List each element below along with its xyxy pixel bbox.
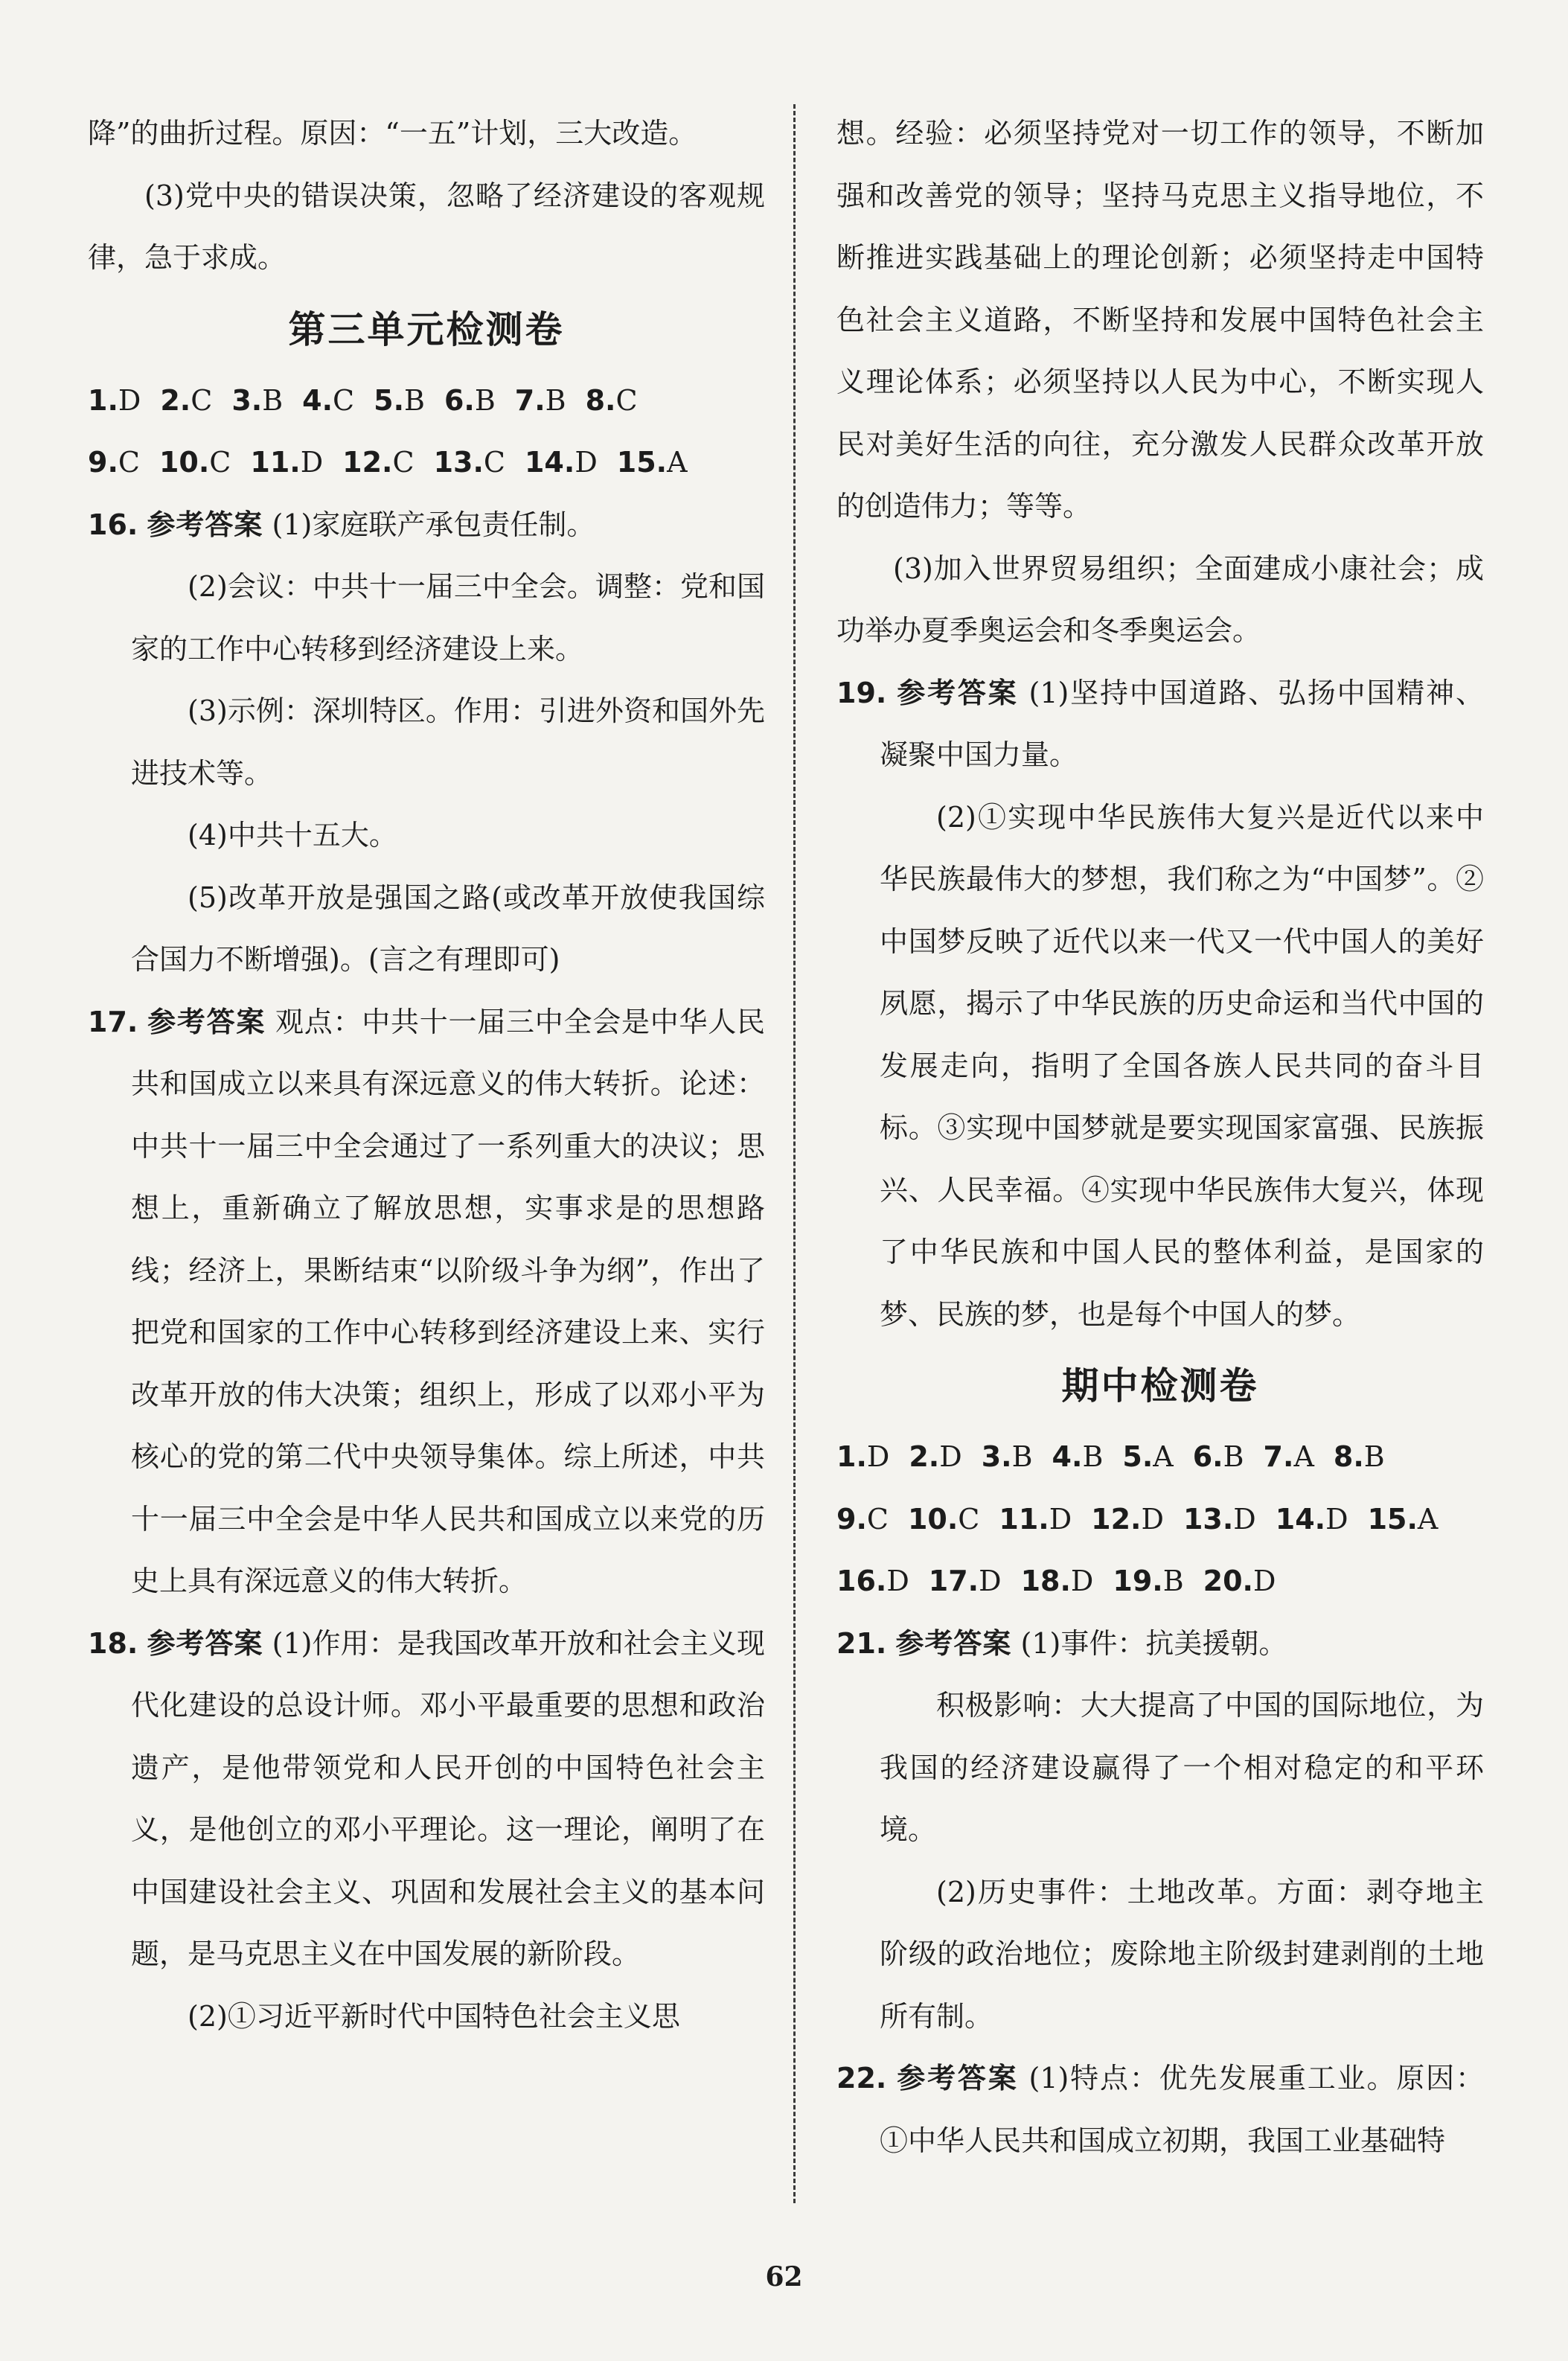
mc-answer-letter: B — [262, 383, 284, 417]
mc-question-number: 18. — [1020, 1565, 1071, 1597]
answer-paragraph: (4)中共十五大。 — [188, 819, 397, 852]
mc-question-number: 5. — [374, 383, 405, 417]
mc-answer — [1091, 1489, 1164, 1551]
mc-question-number: 8. — [1333, 1440, 1364, 1473]
mc-answer-letter: D — [1233, 1502, 1256, 1536]
mc-answers-row — [88, 432, 765, 494]
mc-question-number: 2. — [909, 1440, 940, 1473]
answer-paragraph: (2)会议：中共十一届三中全会。调整：党和国家的工作中心转移到经济建设上来。 — [131, 570, 765, 665]
mc-answer-letter: D — [1325, 1502, 1348, 1536]
mc-answer-letter: D — [1070, 1565, 1094, 1597]
mc-question-number: 12. — [342, 446, 393, 479]
mc-question-number: 10. — [907, 1502, 959, 1536]
answer-paragraph: (2)历史事件：土地改革。方面：剥夺地主阶级的政治地位；废除地主阶级封建剥削的土地所有制。 — [880, 1875, 1484, 2033]
mc-question-number: 11. — [250, 446, 301, 479]
mc-question-number: 13. — [433, 446, 484, 479]
mc-answer-letter: C — [483, 446, 505, 479]
mc-answer — [836, 1426, 889, 1489]
mc-question-number: 19. — [1113, 1565, 1163, 1597]
mc-answer-letter: D — [1049, 1502, 1072, 1536]
mc-answer-letter: C — [615, 383, 638, 417]
question-19 — [836, 662, 1484, 787]
mc-answer-letter: D — [1252, 1565, 1276, 1597]
mc-answer — [982, 1426, 1033, 1489]
question-number: 19. — [836, 676, 887, 709]
answer-paragraph: (3)加入世界贸易组织；全面建成小康社会；成功举办夏季奥运会和冬季奥运会。 — [836, 552, 1484, 647]
mc-question-number: 9. — [836, 1502, 867, 1536]
mc-answer-letter: B — [1082, 1440, 1104, 1473]
mc-answer — [1203, 1550, 1276, 1613]
answer-text: (1)坚持中国道路、弘扬中国精神、凝聚中国力量。 — [880, 676, 1484, 771]
mc-question-number: 7. — [1263, 1440, 1294, 1473]
mc-answer — [1122, 1426, 1173, 1489]
mc-answer — [1183, 1489, 1256, 1551]
mc-answer-letter: D — [866, 1440, 890, 1473]
mc-answer-letter: B — [1223, 1440, 1244, 1473]
mc-answers-row — [88, 370, 765, 432]
mc-answer — [999, 1489, 1072, 1551]
question-18 — [88, 1613, 765, 1986]
answer-text: 观点：中共十一届三中全会是中华人民共和国成立以来具有深远意义的伟大转折。论述：中共十一届三中全会通过了一系列重大的决议；思想上，重新确立了解放思想，实事求是的思想路线；经济上，果断结束“以阶级斗争为纲”，作出了把党和国家的工作中心转移到经济建设上来、实行改革开放的伟大决策；组织上，形成了以邓小平为核心的党的第二代中央领导集体。综上所述，中共十一届三中全会是中华人民共和国成立以来党的历史上具有深远意义的伟大转折。 — [131, 1005, 765, 1597]
mc-answer-letter: A — [1153, 1440, 1174, 1473]
mc-answer-letter: D — [1141, 1502, 1164, 1536]
mc-answer — [302, 370, 354, 432]
mc-question-number: 15. — [616, 446, 668, 479]
mc-answer-letter: C — [333, 383, 355, 417]
mc-answer-letter: B — [474, 383, 496, 417]
answer-heading: 参考答案 — [147, 1626, 263, 1660]
question-17 — [88, 991, 765, 1613]
mc-answer — [159, 432, 231, 494]
mc-answer — [160, 370, 212, 432]
mc-answer — [836, 1550, 909, 1613]
mc-question-number: 7. — [514, 383, 545, 417]
answer-paragraph: (2)①习近平新时代中国特色社会主义思 — [188, 1999, 680, 2033]
mc-answer-letter: C — [209, 446, 231, 479]
mc-question-number: 11. — [999, 1502, 1049, 1536]
mc-question-number: 13. — [1183, 1502, 1234, 1536]
question-number: 17. — [88, 1005, 138, 1038]
answer-paragraph: (5)改革开放是强国之路(或改革开放使我国综合国力不断增强)。(言之有理即可) — [131, 881, 765, 976]
mc-question-number: 2. — [160, 383, 191, 417]
mc-question-number: 9. — [88, 446, 118, 479]
mc-question-number: 12. — [1091, 1502, 1142, 1536]
mc-answer — [1113, 1550, 1183, 1613]
mc-answer-letter: A — [1293, 1440, 1314, 1473]
answer-heading: 参考答案 — [147, 508, 263, 541]
question-21 — [836, 1613, 1484, 1675]
mc-question-number: 15. — [1367, 1502, 1418, 1536]
answer-heading: 参考答案 — [897, 2062, 1019, 2095]
mc-answer — [88, 370, 141, 432]
mc-question-number: 6. — [444, 383, 475, 417]
mc-question-number: 1. — [836, 1440, 867, 1473]
question-number: 21. — [836, 1626, 887, 1660]
section-title-unit3: 第三单元检测卷 — [288, 307, 565, 351]
mc-answers-row — [836, 1426, 1484, 1489]
mc-answer — [434, 432, 505, 494]
answer-paragraph: (3)示例：深圳特区。作用：引进外资和国外先进技术等。 — [131, 694, 765, 790]
mc-question-number: 6. — [1192, 1440, 1223, 1473]
mc-answer — [231, 370, 283, 432]
mc-answer — [1021, 1550, 1094, 1613]
mc-answers-row — [836, 1550, 1484, 1613]
question-22 — [836, 2048, 1484, 2172]
mc-question-number: 1. — [88, 383, 118, 417]
mc-answer — [342, 432, 414, 494]
mc-answers-row — [836, 1489, 1484, 1551]
section-title-midterm: 期中检测卷 — [1061, 1364, 1259, 1408]
mc-answer-letter: B — [1363, 1440, 1385, 1473]
mc-answer-letter: C — [958, 1502, 980, 1536]
mc-question-number: 14. — [524, 446, 575, 479]
mc-answer — [525, 432, 598, 494]
mc-question-number: 17. — [928, 1565, 979, 1597]
mc-answer — [250, 432, 323, 494]
answer-text: (1)事件：抗美援朝。 — [1020, 1626, 1287, 1660]
mc-answer — [1193, 1426, 1244, 1489]
mc-answer — [617, 432, 688, 494]
mc-question-number: 20. — [1203, 1565, 1253, 1597]
question-number: 22. — [836, 2062, 887, 2095]
answer-text: (1)家庭联产承包责任制。 — [272, 508, 595, 541]
mc-answer — [909, 1426, 961, 1489]
mc-answer-letter: D — [300, 446, 324, 479]
mc-answer — [1264, 1426, 1314, 1489]
mc-answer — [88, 432, 140, 494]
answer-paragraph: 积极影响：大大提高了中国的国际地位，为我国的经济建设赢得了一个相对稳定的和平环境。 — [880, 1689, 1484, 1846]
mc-answer-letter: A — [1417, 1502, 1439, 1536]
mc-answer-letter: D — [118, 383, 141, 417]
mc-question-number: 4. — [302, 383, 333, 417]
mc-answer-letter: D — [939, 1440, 962, 1473]
mc-question-number: 3. — [231, 383, 263, 417]
mc-question-number: 3. — [981, 1440, 1012, 1473]
mc-answer — [1334, 1426, 1385, 1489]
answer-heading: 参考答案 — [147, 1005, 266, 1038]
mc-answer — [1276, 1489, 1348, 1551]
mc-answer — [1052, 1426, 1104, 1489]
mc-answer-letter: C — [118, 446, 140, 479]
mc-answer-letter: B — [545, 383, 566, 417]
mc-question-number: 4. — [1052, 1440, 1083, 1473]
mc-answer-letter: C — [191, 383, 213, 417]
mc-answer — [586, 370, 638, 432]
question-number: 18. — [88, 1626, 138, 1660]
answer-paragraph: (3)党中央的错误决策，忽略了经济建设的客观规律，急于求成。 — [88, 179, 765, 274]
mc-answer-letter: C — [392, 446, 415, 479]
answer-heading: 参考答案 — [897, 676, 1019, 709]
mc-question-number: 8. — [585, 383, 616, 417]
mc-answer-letter: B — [1011, 1440, 1033, 1473]
mc-question-number: 16. — [836, 1565, 887, 1597]
mc-answer — [929, 1550, 1002, 1613]
mc-answer-letter: A — [667, 446, 688, 479]
mc-question-number: 5. — [1122, 1440, 1153, 1473]
question-16 — [88, 494, 765, 557]
mc-answer-letter: C — [866, 1502, 889, 1536]
right-column — [836, 103, 1484, 2172]
mc-answer — [836, 1489, 889, 1551]
mc-answer — [1368, 1489, 1439, 1551]
left-column — [88, 103, 765, 2048]
mc-answer — [374, 370, 425, 432]
continued-text: 想。经验：必须坚持党对一切工作的领导，不断加强和改善党的领导；坚持马克思主义指导地位，不断推进实践基础上的理论创新；必须坚持走中国特色社会主义道路，不断坚持和发展中国特色社会主义理论体系；必须坚持以人民为中心，不断实现人民对美好生活的向往，充分激发人民群众改革开放的创造伟力；等等。 — [836, 117, 1484, 523]
answer-text: (1)作用：是我国改革开放和社会主义现代化建设的总设计师。邓小平最重要的思想和政治遗产，是他带领党和人民开创的中国特色社会主义，是他创立的邓小平理论。这一理论，阐明了在中国建设社会主义、巩固和发展社会主义的基本问题，是马克思主义在中国发展的新阶段。 — [131, 1626, 765, 1970]
mc-question-number: 14. — [1275, 1502, 1326, 1536]
mc-answer-letter: D — [979, 1565, 1002, 1597]
answer-paragraph: (2)①实现中华民族伟大复兴是近代以来中华民族最伟大的梦想，我们称之为“中国梦”。②中国梦反映了近代以来一代又一代中国人的美好夙愿，揭示了中华民族的历史命运和当代中国的发展走向，指明了全国各族人民共同的奋斗目标。③实现中国梦就是要实现国家富强、民族振兴、人民幸福。④实现中华民族伟大复兴，体现了中华民族和中国人民的整体利益，是国家的梦、民族的梦，也是每个中国人的梦。 — [880, 800, 1484, 1331]
continued-text: 降”的曲折过程。原因：“一五”计划，三大改造。 — [88, 117, 697, 150]
question-number: 16. — [88, 508, 138, 541]
page-number: 62 — [765, 2261, 803, 2293]
mc-answer — [515, 370, 566, 432]
mc-answer-letter: B — [404, 383, 425, 417]
answer-text: (1)特点：优先发展重工业。原因：①中华人民共和国成立初期，我国工业基础特 — [880, 2062, 1484, 2157]
column-divider — [793, 104, 796, 2203]
mc-answer-letter: D — [575, 446, 598, 479]
answer-heading: 参考答案 — [895, 1626, 1012, 1660]
mc-answer-letter: D — [886, 1565, 909, 1597]
mc-question-number: 10. — [159, 446, 210, 479]
mc-answer — [908, 1489, 979, 1551]
mc-answer — [444, 370, 496, 432]
mc-answer-letter: B — [1162, 1565, 1184, 1597]
